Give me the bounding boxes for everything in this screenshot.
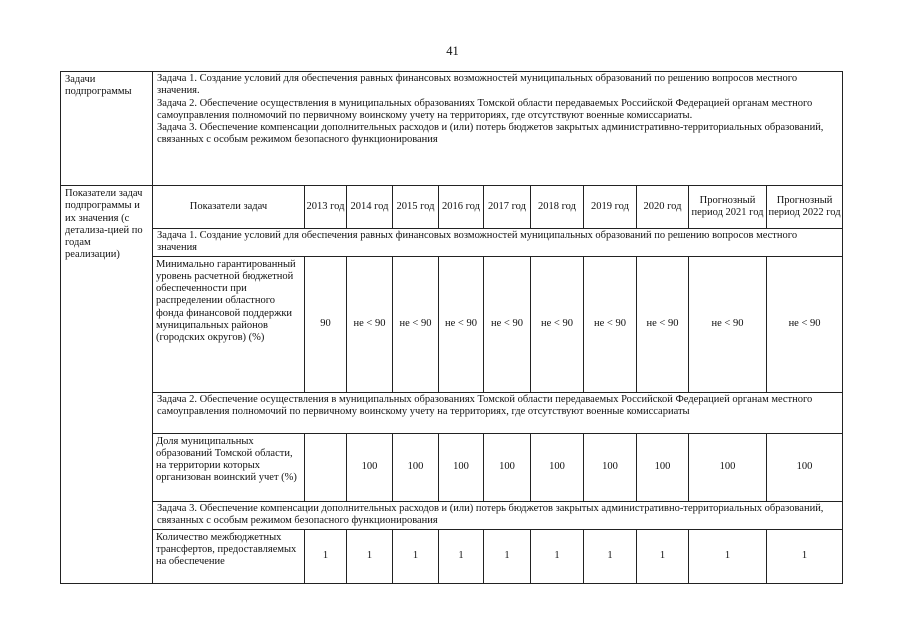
header-year-2019: 2019 год: [584, 186, 637, 229]
task-2-value-2021: 100: [689, 433, 767, 501]
task-3-indicator-row: [61, 529, 843, 583]
page-number: 41: [446, 44, 459, 58]
task-1-value-2021: не < 90: [689, 256, 767, 392]
task-1-value-2018: не < 90: [531, 256, 584, 392]
task-2-value-2018: 100: [531, 433, 584, 501]
task-2-value-2016: 100: [439, 433, 484, 501]
task-2-value-2022: 100: [767, 433, 843, 501]
header-row: [61, 186, 843, 229]
task-2-title: Задача 2. Обеспечение осуществления в муниципальных образованиях Томской области передаваемых Российской Федерацией органам местного самоуправления полномочий по первичному воинскому учету на территориях, где отсутствуют военные комиссариаты: [153, 392, 843, 433]
tasks-list: [153, 72, 843, 186]
task-3-value-2014: 1: [347, 529, 393, 583]
header-year-2020: 2020 год: [637, 186, 689, 229]
header-forecast-2021: Прогнозный период 2021 год: [689, 186, 767, 229]
task-2-value-2019: 100: [584, 433, 637, 501]
task-3-value-2015: 1: [393, 529, 439, 583]
task-1-value-2013: 90: [305, 256, 347, 392]
task-3-value-2019: 1: [584, 529, 637, 583]
task-2-value-2013: [305, 433, 347, 501]
task-3-text: Задача 3. Обеспечение компенсации дополнительных расходов и (или) потерь бюджетов закрытых административно-территориальных образований, связанных с особым режимом безопасного функционирования: [157, 122, 824, 146]
tasks-label: Задачи подпрограммы: [61, 72, 153, 186]
task-3-value-2017: 1: [484, 529, 531, 583]
task-3-value-2016: 1: [439, 529, 484, 583]
header-year-2014: 2014 год: [347, 186, 393, 229]
header-year-2018: 2018 год: [531, 186, 584, 229]
task-1-indicator-row: [61, 256, 843, 392]
header-year-2013: 2013 год: [305, 186, 347, 229]
task-3-value-2020: 1: [637, 529, 689, 583]
task-3-title-row: [61, 501, 843, 529]
task-2-title-row: [61, 392, 843, 433]
header-forecast-2022: Прогнозный период 2022 год: [767, 186, 843, 229]
task-1-value-2015: не < 90: [393, 256, 439, 392]
header-year-2015: 2015 год: [393, 186, 439, 229]
task-1-value-2014: не < 90: [347, 256, 393, 392]
task-1-value-2016: не < 90: [439, 256, 484, 392]
header-year-2016: 2016 год: [439, 186, 484, 229]
task-3-value-2018: 1: [531, 529, 584, 583]
header-indicator: Показатели задач: [153, 186, 305, 229]
task-1-value-2017: не < 90: [484, 256, 531, 392]
task-1-title: Задача 1. Создание условий для обеспечения равных финансовых возможностей муниципальных образований по решению вопросов местного значения: [153, 229, 843, 257]
task-3-value-2022: 1: [767, 529, 843, 583]
task-1-indicator: Минимально гарантированный уровень расчетной бюджетной обеспеченности при распределении областного фонда финансовой поддержки муниципальных районов (городских округов) (%): [153, 256, 305, 392]
task-2-value-2014: 100: [347, 433, 393, 501]
indicators-label: Показатели задач подпрограммы и их значения (с детализа-цией по годам реализации): [61, 186, 153, 584]
task-3-indicator: Количество межбюджетных трансфертов, предоставляемых на обеспечение: [153, 529, 305, 583]
task-2-value-2015: 100: [393, 433, 439, 501]
task-1-text: Задача 1. Создание условий для обеспечения равных финансовых возможностей муниципальных образований по решению вопросов местного значения.: [157, 73, 798, 97]
task-1-value-2022: не < 90: [767, 256, 843, 392]
subprogram-table: [60, 71, 843, 584]
header-year-2017: 2017 год: [484, 186, 531, 229]
tasks-row: [61, 72, 843, 186]
task-3-value-2013: 1: [305, 529, 347, 583]
task-2-text: Задача 2. Обеспечение осуществления в муниципальных образованиях Томской области передаваемых Российской Федерацией органам местного самоуправления полномочий по первичному воинскому учету на территориях, где отсутствуют военные комиссариаты.: [157, 97, 813, 121]
task-3-title: Задача 3. Обеспечение компенсации дополнительных расходов и (или) потерь бюджетов закрытых административно-территориальных образований, связанных с особым режимом безопасного функционирования: [153, 501, 843, 529]
task-1-title-row: [61, 229, 843, 257]
task-1-value-2020: не < 90: [637, 256, 689, 392]
task-2-value-2020: 100: [637, 433, 689, 501]
task-2-value-2017: 100: [484, 433, 531, 501]
task-2-indicator-row: [61, 433, 843, 501]
task-3-value-2021: 1: [689, 529, 767, 583]
task-2-indicator: Доля муниципальных образований Томской области, на территории которых организован воинский учет (%): [153, 433, 305, 501]
task-1-value-2019: не < 90: [584, 256, 637, 392]
